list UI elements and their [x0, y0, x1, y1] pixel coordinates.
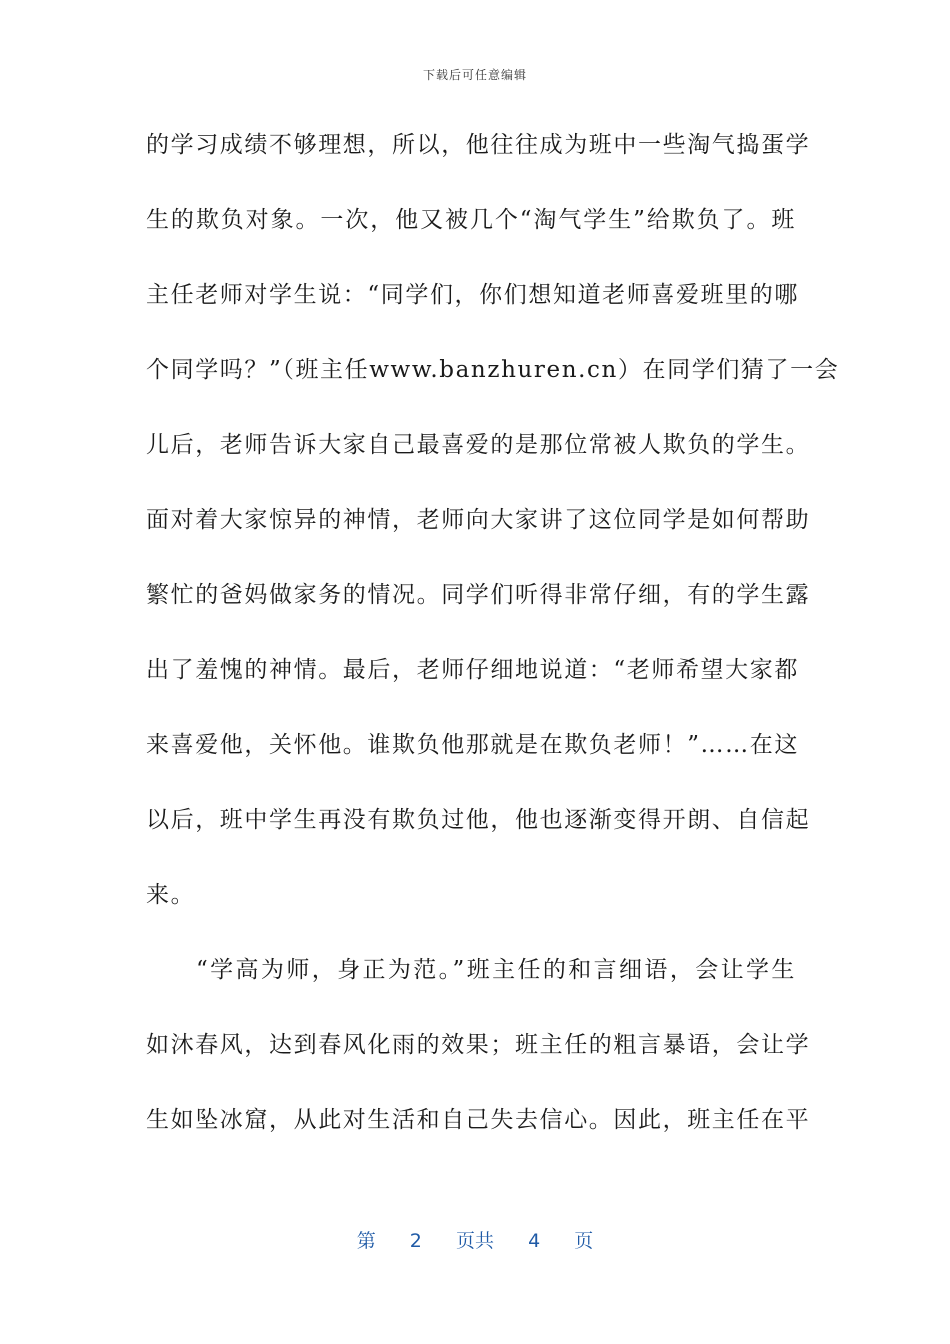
page-suffix: 页 [574, 1230, 594, 1252]
page-middle: 页共 [455, 1230, 494, 1252]
text-line: 来喜爱他，关怀他。谁欺负他那就是在欺负老师！”……在这 [146, 732, 799, 758]
text-line: 如沐春风，达到春风化雨的效果；班主任的粗言暴语，会让学 [146, 1032, 811, 1058]
page-header: 下载后可任意编辑 [422, 68, 527, 82]
text-line: 以后，班中学生再没有欺负过他，他也逐渐变得开朗、自信起 [146, 807, 811, 833]
text-line: 来。 [146, 882, 196, 908]
text-line: 儿后，老师告诉大家自己最喜爱的是那位常被人欺负的学生。 [146, 432, 811, 458]
text-line-indented: “学高为师，身正为范。”班主任的和言细语，会让学生 [196, 957, 796, 983]
page-prefix: 第 [356, 1230, 376, 1252]
text-line: 的学习成绩不够理想，所以，他往往成为班中一些淘气捣蛋学 [146, 132, 811, 158]
text-line: 繁忙的爸妈做家务的情况。同学们听得非常仔细，有的学生露 [146, 582, 811, 608]
text-line: 生的欺负对象。一次，他又被几个“淘气学生”给欺负了。班 [146, 207, 796, 233]
text-line: 生如坠冰窟，从此对生活和自己失去信心。因此，班主任在平 [146, 1107, 811, 1133]
text-line: 出了羞愧的神情。最后，老师仔细地说道：“老师希望大家都 [146, 657, 799, 683]
page-total: 4 [528, 1230, 541, 1252]
page-number-footer [0, 1226, 950, 1253]
text-line: 个同学吗？”（班主任www.banzhuren.cn）在同学们猜了一会 [146, 357, 840, 383]
text-line: 面对着大家惊异的神情，老师向大家讲了这位同学是如何帮助 [146, 507, 811, 533]
text-line: 主任老师对学生说：“同学们，你们想知道老师喜爱班里的哪 [146, 282, 799, 308]
page-current: 2 [409, 1230, 422, 1252]
